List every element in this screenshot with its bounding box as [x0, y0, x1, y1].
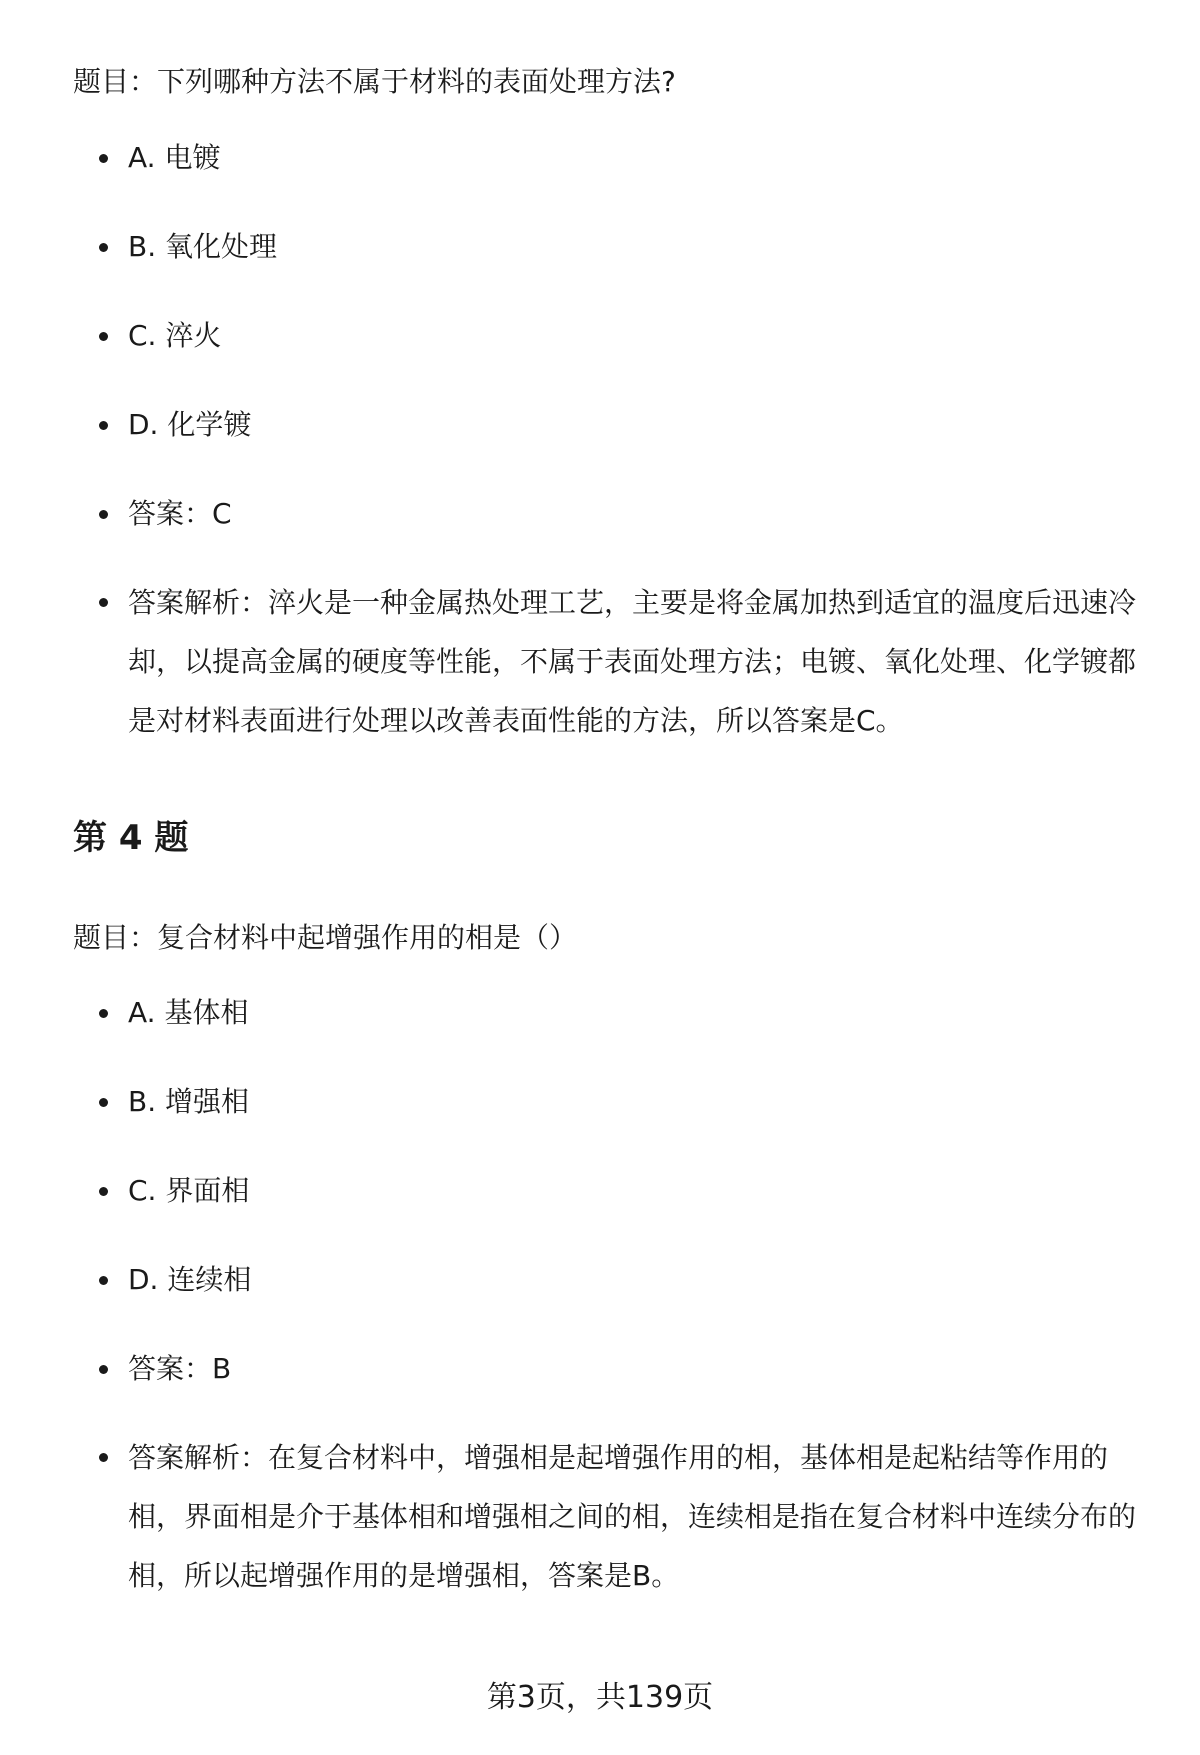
- page-number: 第3页，共139页: [486, 1680, 714, 1715]
- q4-answer: 答案：B: [0, 1349, 1200, 1438]
- q4-option-c: C. 界面相: [0, 1171, 1200, 1260]
- q3-answer: 答案：C: [0, 494, 1200, 583]
- q4-option-b: B. 增强相: [0, 1082, 1200, 1171]
- question-3-options: [0, 138, 1200, 750]
- q4-option-a: A. 基体相: [0, 993, 1200, 1082]
- question-4-text: 题目：复合材料中起增强作用的相是（）: [73, 921, 578, 954]
- q3-option-b: B. 氧化处理: [0, 227, 1200, 316]
- q4-option-d: D. 连续相: [0, 1260, 1200, 1349]
- q3-option-a: A. 电镀: [0, 138, 1200, 227]
- question-3-text: 题目：下列哪种方法不属于材料的表面处理方法?: [73, 65, 676, 98]
- question-4-heading: 第 4 题: [73, 818, 189, 858]
- q3-option-d: D. 化学镀: [0, 405, 1200, 494]
- q3-option-c: C. 淬火: [0, 316, 1200, 405]
- question-4-options: [0, 993, 1200, 1605]
- q3-explanation: 答案解析：淬火是一种金属热处理工艺，主要是将金属加热到适宜的温度后迅速冷却，以提高金属的硬度等性能，不属于表面处理方法；电镀、氧化处理、化学镀都是对材料表面进行处理以改善表面性能的方法，所以答案是C。: [0, 573, 1200, 750]
- q4-explanation: 答案解析：在复合材料中，增强相是起增强作用的相，基体相是起粘结等作用的相，界面相是介于基体相和增强相之间的相，连续相是指在复合材料中连续分布的相，所以起增强作用的是增强相，答案是B。: [0, 1428, 1200, 1605]
